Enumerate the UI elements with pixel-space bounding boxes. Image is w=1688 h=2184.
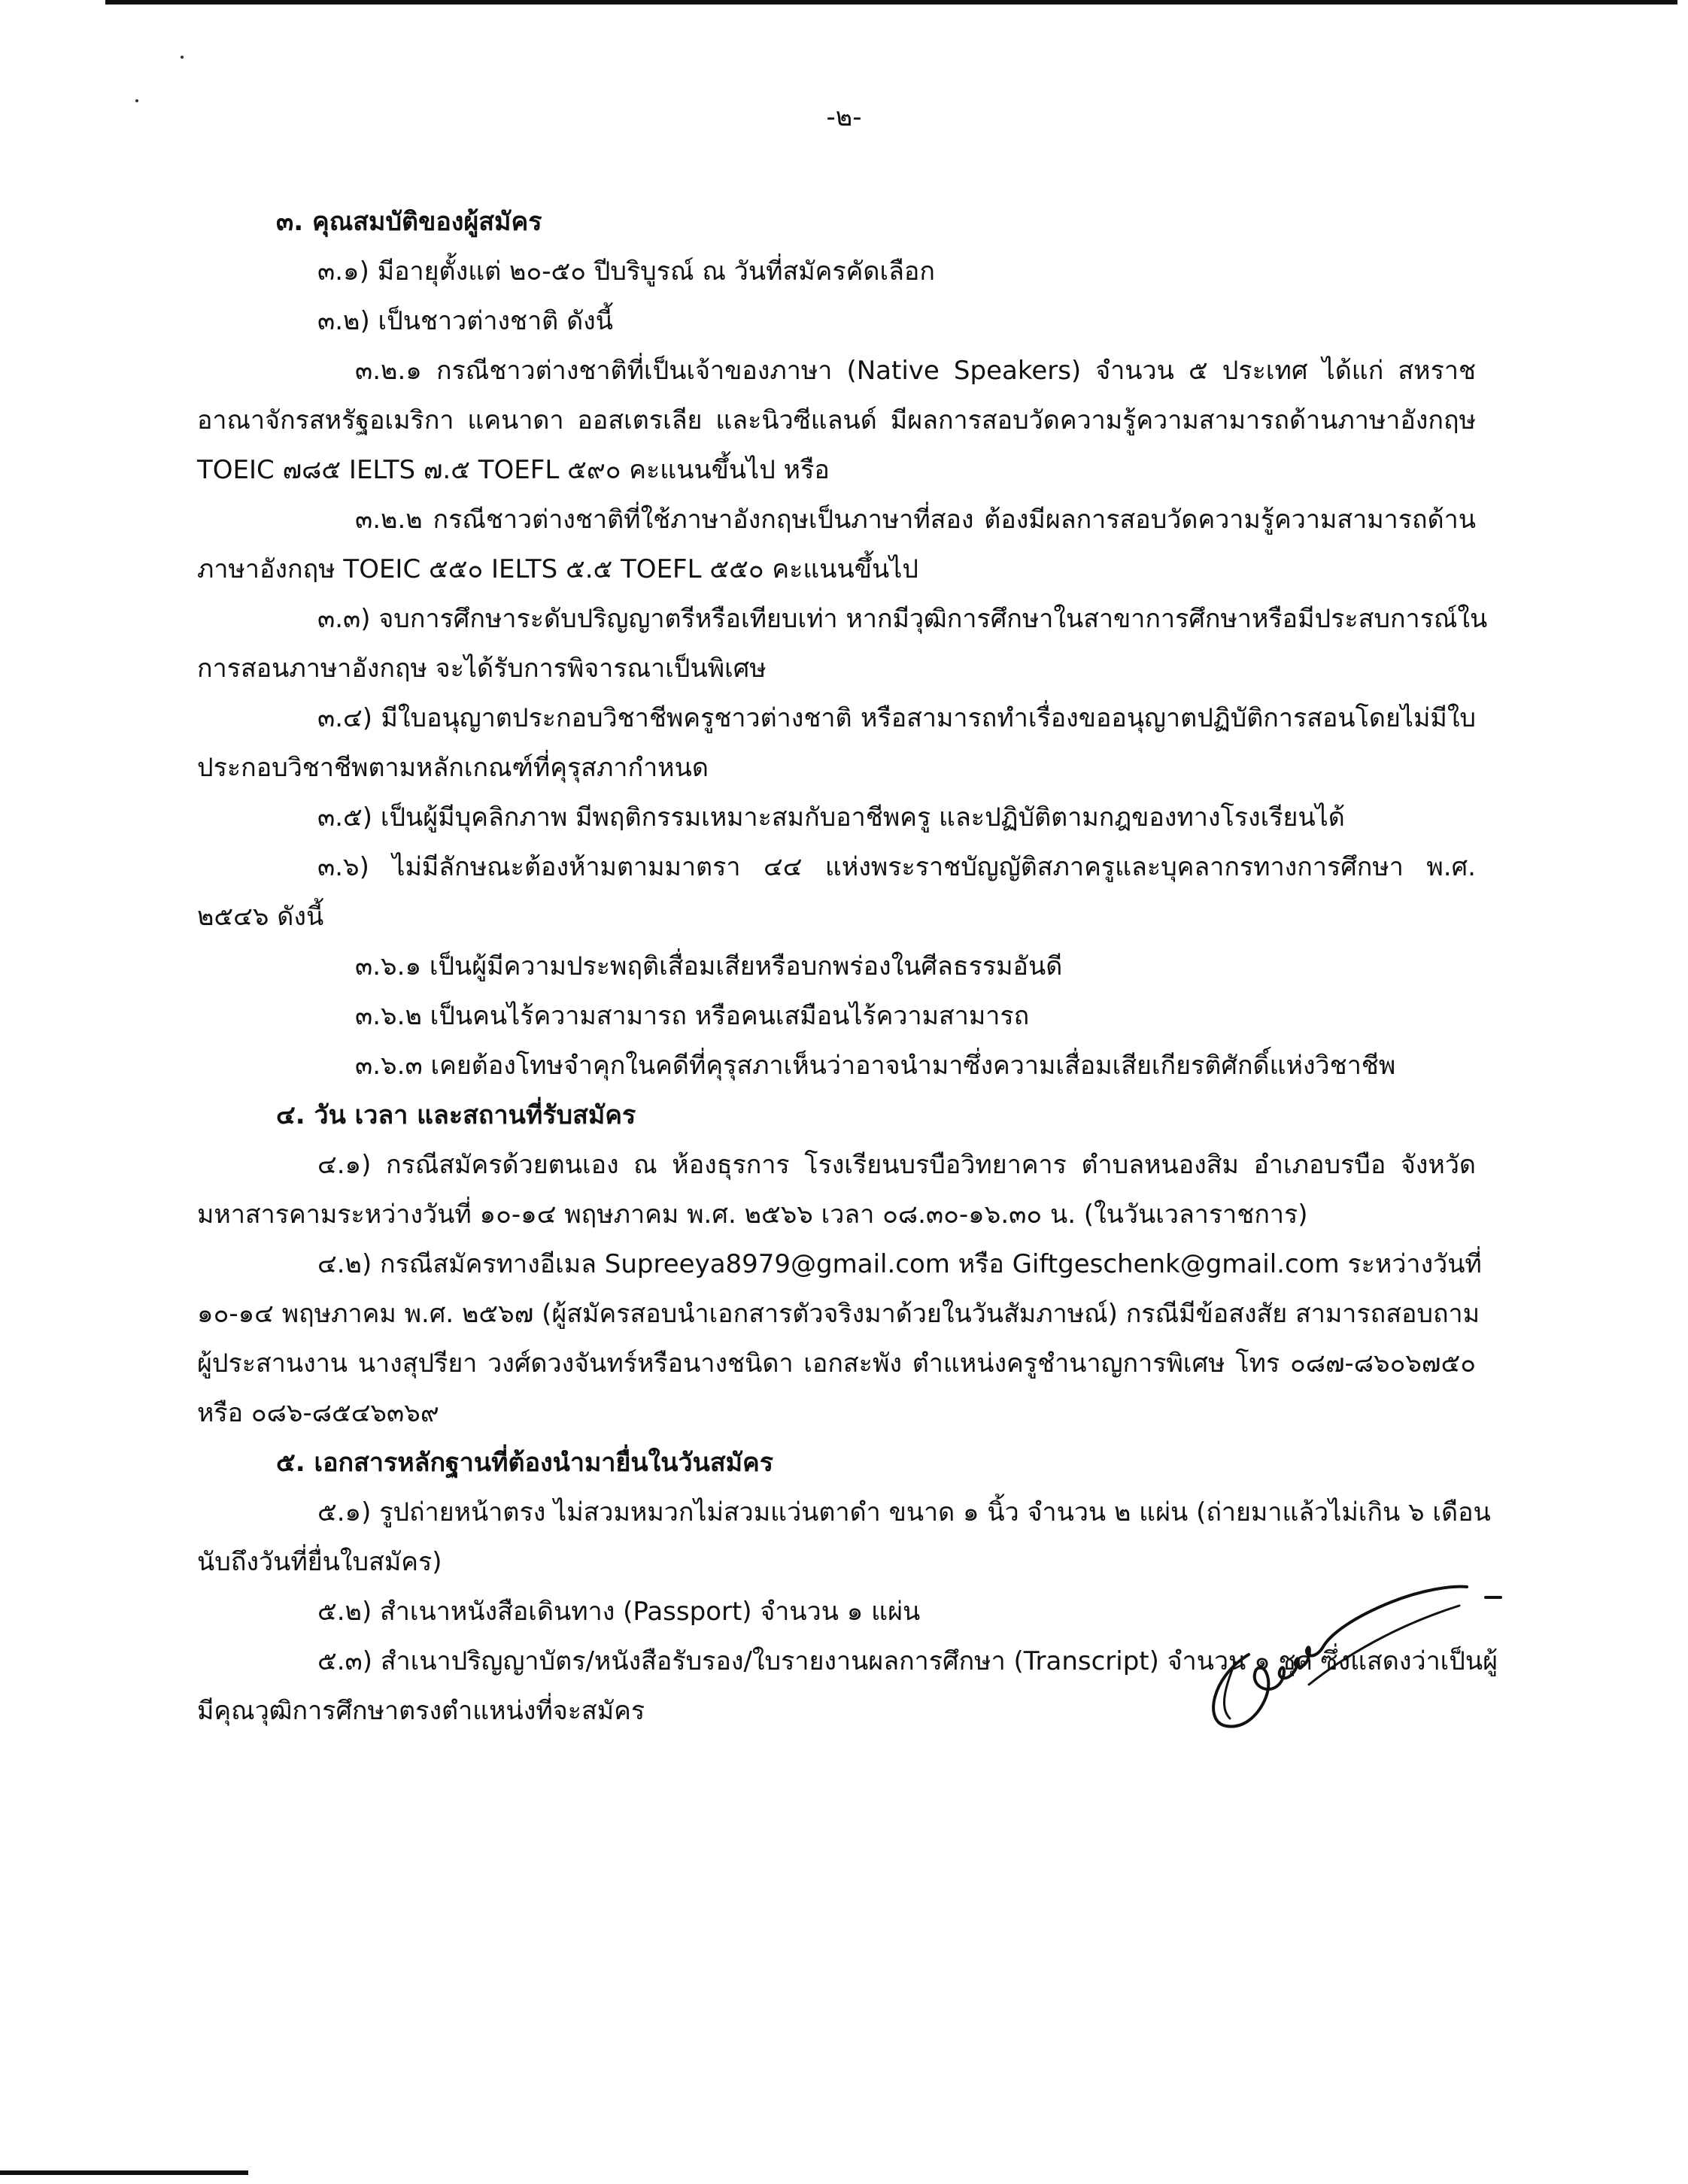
section-3-heading: ๓. คุณสมบัติของผู้สมัคร (276, 207, 542, 237)
item-3-3-line2: การสอนภาษาอังกฤษ จะได้รับการพิจารณาเป็นพิเศษ (197, 654, 767, 684)
item-3-6-3: ๓.๖.๓ เคยต้องโทษจำคุกในคดีที่คุรุสภาเห็นว่าอาจนำมาซึ่งความเสื่อมเสียเกียรติศักดิ์แห่งวิชาชีพ (355, 1051, 1396, 1081)
scan-edge-top (105, 0, 1677, 5)
item-5-3-line1: ๕.๓) สำเนาปริญญาบัตร/หนังสือรับรอง/ใบรายงานผลการศึกษา (Transcript) จำนวน ๑ ชุด ซึ่งแสดงว่าเป็นผู้ (317, 1646, 1498, 1676)
item-4-2-line1: ๔.๒) กรณีสมัครทางอีเมล Supreeya8979@gmail.com หรือ Giftgeschenk@gmail.com ระหว่างวันที่ (317, 1249, 1482, 1279)
item-3-1: ๓.๑) มีอายุตั้งแต่ ๒๐-๕๐ ปีบริบูรณ์ ณ วันที่สมัครคัดเลือก (317, 256, 935, 287)
item-5-1-line2: นับถึงวันที่ยื่นใบสมัคร) (197, 1547, 442, 1577)
item-4-2-line4: หรือ ๐๘๖-๘๕๔๖๓๖๙ (197, 1398, 439, 1428)
item-3-5: ๓.๕) เป็นผู้มีบุคลิกภาพ มีพฤติกรรมเหมาะสมกับอาชีพครู และปฏิบัติตามกฎของทางโรงเรียนได้ (317, 802, 1345, 833)
scan-edge-bottom (0, 2170, 248, 2175)
document-body (197, 199, 1498, 1737)
item-3-6-2: ๓.๖.๒ เป็นคนไร้ความสามารถ หรือคนเสมือนไร้ความสามารถ (355, 1001, 1030, 1031)
item-3-2-1-line3: TOEIC ๗๘๕ IELTS ๗.๕ TOEFL ๕๙๐ คะแนนขึ้นไป หรือ (197, 455, 830, 485)
item-4-1-line1: ๔.๑) กรณีสมัครด้วยตนเอง ณ ห้องธุรการ โรงเรียนบรบือวิทยาคาร ตำบลหนองสิม อำเภอบรบือ จังหวัด (317, 1150, 1476, 1180)
item-3-2-1-line1: ๓.๒.๑ กรณีชาวต่างชาติที่เป็นเจ้าของภาษา (Native Speakers) จำนวน ๕ ประเทศ ได้แก่ สหราช (355, 356, 1476, 386)
item-5-1-line1: ๕.๑) รูปถ่ายหน้าตรง ไม่สวมหมวกไม่สวมแว่นตาดำ ขนาด ๑ นิ้ว จำนวน ๒ แผ่น (ถ่ายมาแล้วไม่เกิน ๖ เดือน (317, 1497, 1491, 1527)
item-3-2-2-line2: ภาษาอังกฤษ TOEIC ๕๕๐ IELTS ๕.๕ TOEFL ๕๕๐ คะแนนขึ้นไป (197, 554, 918, 584)
item-3-3-line1: ๓.๓) จบการศึกษาระดับปริญญาตรีหรือเทียบเท่า หากมีวุฒิการศึกษาในสาขาการศึกษาหรือมีประสบการณ์ใน (317, 604, 1488, 634)
handwritten-signature (1196, 1564, 1512, 1737)
item-3-6-line1: ๓.๖) ไม่มีลักษณะต้องห้ามตามมาตรา ๔๔ แห่งพระราชบัญญัติสภาครูและบุคลากรทางการศึกษา พ.ศ. (317, 852, 1476, 882)
item-5-2: ๕.๒) สำเนาหนังสือเดินทาง (Passport) จำนวน ๑ แผ่น (317, 1597, 921, 1627)
section-4-heading: ๔. วัน เวลา และสถานที่รับสมัคร (276, 1100, 636, 1130)
item-3-6-line2: ๒๕๔๖ ดังนี้ (197, 902, 324, 932)
item-4-2-line3: ผู้ประสานงาน นางสุปรียา วงศ์ดวงจันทร์หรือนางชนิดา เอกสะพัง ตำแหน่งครูชำนาญการพิเศษ โทร ๐๘๗-๘๖๐๖๗๕๐ (197, 1348, 1476, 1379)
scan-speck (181, 56, 184, 59)
item-3-2-2-line1: ๓.๒.๒ กรณีชาวต่างชาติที่ใช้ภาษาอังกฤษเป็นภาษาที่สอง ต้องมีผลการสอบวัดความรู้ความสามารถด้าน (355, 505, 1476, 535)
item-3-2: ๓.๒) เป็นชาวต่างชาติ ดังนี้ (317, 306, 613, 336)
item-4-2-line2: ๑๐-๑๔ พฤษภาคม พ.ศ. ๒๕๖๗ (ผู้สมัครสอบนำเอกสารตัวจริงมาด้วยในวันสัมภาษณ์) กรณีมีข้อสงสัย สามารถสอบถาม (197, 1299, 1480, 1329)
section-5-heading: ๕. เอกสารหลักฐานที่ต้องนำมายื่นในวันสมัคร (276, 1448, 774, 1478)
item-3-4-line2: ประกอบวิชาชีพตามหลักเกณฑ์ที่คุรุสภากำหนด (197, 753, 709, 783)
item-3-6-1: ๓.๖.๑ เป็นผู้มีความประพฤติเสื่อมเสียหรือบกพร่องในศีลธรรมอันดี (355, 951, 1063, 981)
item-3-2-1-line2: อาณาจักรสหรัฐอเมริกา แคนาดา ออสเตรเลีย และนิวซีแลนด์ มีผลการสอบวัดความรู้ความสามารถด้านภาษาอังกฤษ (197, 405, 1476, 435)
item-3-4-line1: ๓.๔) มีใบอนุญาตประกอบวิชาชีพครูชาวต่างชาติ หรือสามารถทำเรื่องขออนุญาตปฏิบัติการสอนโดยไม่มีใบ (317, 703, 1476, 733)
item-5-3-line2: มีคุณวุฒิการศึกษาตรงตำแหน่งที่จะสมัคร (197, 1696, 645, 1726)
page-number: -๒- (826, 102, 862, 132)
item-4-1-line2: มหาสารคามระหว่างวันที่ ๑๐-๑๔ พฤษภาคม พ.ศ. ๒๕๖๖ เวลา ๐๘.๓๐-๑๖.๓๐ น. (ในวันเวลาราชการ) (197, 1200, 1308, 1230)
